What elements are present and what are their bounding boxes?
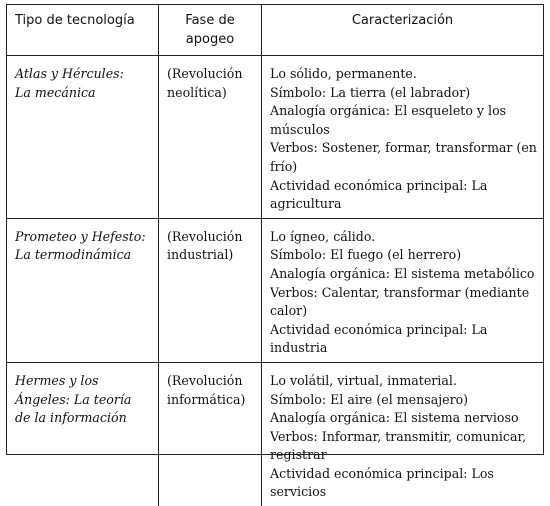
characterization-line: Analogía orgánica: El sistema nervioso <box>270 410 519 426</box>
peak-phase-line: (Revolución <box>167 372 243 388</box>
peak-phase-line: informática) <box>167 391 246 407</box>
characterization-line: Símbolo: La tierra (el labrador) <box>270 84 471 100</box>
characterization-line: calor) <box>270 303 308 319</box>
header-technology-type: Tipo de tecnología <box>7 5 159 56</box>
characterization-line: Lo ígneo, cálido. <box>270 228 376 244</box>
characterization-line: agricultura <box>270 196 342 212</box>
header-peak-phase-line2: apogeo <box>185 32 235 47</box>
peak-phase-line: neolítica) <box>167 84 227 100</box>
peak-phase-cell <box>159 362 262 506</box>
characterization-line: Analogía orgánica: El sistema metabólico <box>270 265 535 281</box>
peak-phase-cell <box>159 218 262 362</box>
technology-type-line: Hermes y los <box>15 372 99 388</box>
header-characterization: Caracterización <box>262 5 544 56</box>
technology-type-cell <box>7 218 159 362</box>
characterization-line: Actividad económica principal: Los servicios <box>270 465 494 500</box>
characterization-line: Verbos: Informar, transmitir, comunicar, <box>270 428 527 444</box>
characterization-line: frío) <box>270 158 298 174</box>
characterization-line: músculos <box>270 121 330 137</box>
peak-phase-line: (Revolución <box>167 66 243 81</box>
characterization-cell <box>262 218 544 362</box>
characterization-line: Verbos: Calentar, transformar (mediante <box>270 284 530 300</box>
header-peak-phase-line1: Fase de <box>185 13 235 28</box>
technology-type-line: de la información <box>15 410 127 426</box>
technology-table <box>7 5 543 506</box>
characterization-cell <box>262 362 544 506</box>
characterization-cell <box>262 56 544 219</box>
table-row <box>7 218 543 362</box>
technology-type-cell <box>7 56 159 219</box>
characterization-line: Lo volátil, virtual, inmaterial. <box>270 372 457 388</box>
header-row <box>7 5 543 56</box>
peak-phase-cell <box>159 56 262 219</box>
characterization-line: Verbos: Sostener, formar, transformar (en <box>270 140 537 156</box>
characterization-line: Símbolo: El fuego (el herrero) <box>270 247 462 263</box>
technology-type-line: La termodinámica <box>15 247 132 263</box>
characterization-line: registrar <box>270 447 327 463</box>
technology-type-line: Prometeo y Hefesto: <box>15 228 146 244</box>
characterization-line: Actividad económica principal: La <box>270 177 488 193</box>
technology-type-line: Atlas y Hércules: <box>15 66 124 81</box>
characterization-line: Analogía orgánica: El esqueleto y los <box>270 103 507 119</box>
characterization-line: Lo sólido, permanente. <box>270 66 417 81</box>
technology-type-line: La mecánica <box>15 84 96 100</box>
header-peak-phase <box>159 5 262 56</box>
characterization-line: Actividad económica principal: La industria <box>270 321 488 356</box>
technology-table-frame <box>6 4 544 500</box>
table-row <box>7 362 543 506</box>
peak-phase-line: (Revolución <box>167 228 243 244</box>
technology-type-cell <box>7 362 159 506</box>
technology-type-line: Ángeles: La teoría <box>15 391 132 407</box>
table-row <box>7 56 543 219</box>
characterization-line: Símbolo: El aire (el mensajero) <box>270 391 469 407</box>
peak-phase-line: industrial) <box>167 247 234 263</box>
